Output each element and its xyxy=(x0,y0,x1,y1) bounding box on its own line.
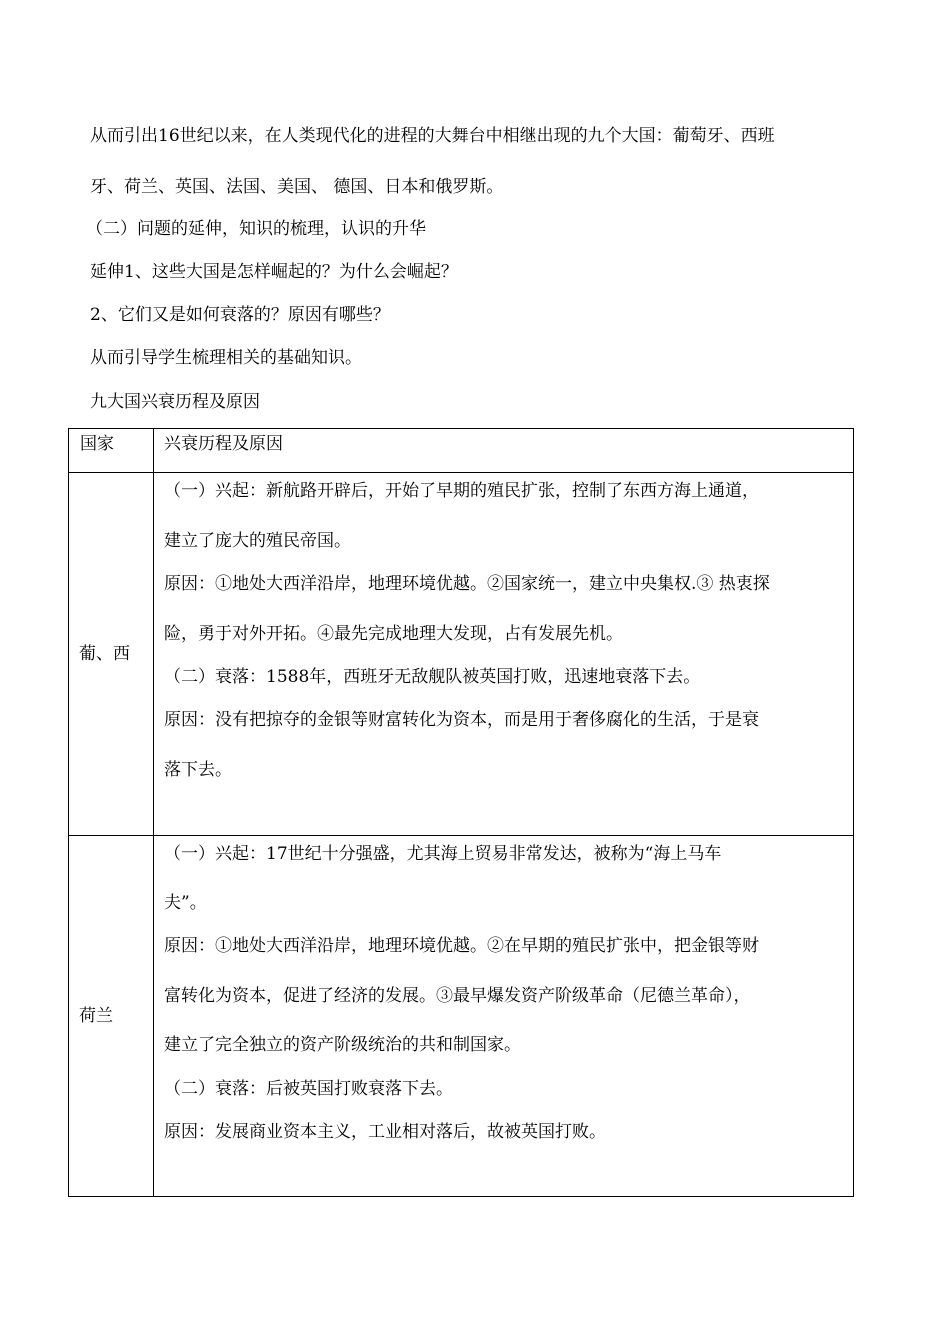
content-line: （二）衰落：后被英国打败衰落下去。 xyxy=(164,1079,453,1099)
header-country-label: 国家 xyxy=(80,434,114,454)
content-line: 夫”。 xyxy=(164,893,207,913)
extension-question-1: 延伸1、这些大国是怎样崛起的？为什么会崛起？ xyxy=(90,262,458,282)
content-line: 原因：发展商业资本主义，工业相对落后，故被英国打败。 xyxy=(164,1122,606,1142)
content-cell xyxy=(154,473,854,836)
content-line: 原因：没有把掠夺的金银等财富转化为资本，而是用于奢侈腐化的生活，于是衰 xyxy=(164,710,759,730)
content-line: 建立了完全独立的资产阶级统治的共和制国家。 xyxy=(164,1035,521,1055)
content-line: 原因：①地处大西洋沿岸，地理环境优越。②国家统一，建立中央集权.③ 热衷探 xyxy=(164,574,770,594)
country-cell xyxy=(69,836,154,1197)
table-row xyxy=(69,836,854,1197)
country-cell xyxy=(69,473,154,836)
country-name: 荷兰 xyxy=(79,1005,113,1026)
country-name: 葡、西 xyxy=(79,643,130,664)
header-content-label: 兴衰历程及原因 xyxy=(164,434,283,454)
table-row xyxy=(69,473,854,836)
table-header-row xyxy=(69,429,854,473)
content-line: （一）兴起：新航路开辟后，开始了早期的殖民扩张，控制了东西方海上通道， xyxy=(164,481,759,501)
intro-line-1: 从而引出16世纪以来，在人类现代化的进程的大舞台中相继出现的九个大国：葡萄牙、西班 xyxy=(90,126,775,146)
header-content xyxy=(154,429,854,473)
header-country xyxy=(69,429,154,473)
rise-fall-table xyxy=(68,428,854,1197)
extension-question-2: 2、它们又是如何衰落的？原因有哪些？ xyxy=(90,305,390,325)
content-line: （二）衰落：1588年，西班牙无敌舰队被英国打败，迅速地衰落下去。 xyxy=(164,667,701,687)
section-heading: （二）问题的延伸，知识的梳理，认识的升华 xyxy=(86,219,426,239)
content-cell xyxy=(154,836,854,1197)
content-line: 富转化为资本，促进了经济的发展。③最早爆发资产阶级革命（尼德兰革命）， xyxy=(164,986,751,1006)
content-line: （一）兴起：17世纪十分强盛，尤其海上贸易非常发达，被称为“海上马车 xyxy=(164,844,722,864)
content-line: 落下去。 xyxy=(164,760,232,780)
content-line: 险，勇于对外开拓。④最先完成地理大发现，占有发展先机。 xyxy=(164,624,623,644)
table-title: 九大国兴衰历程及原因 xyxy=(90,392,260,412)
intro-line-2: 牙、荷兰、英国、法国、美国、 德国、日本和俄罗斯。 xyxy=(90,177,504,197)
content-line: 原因：①地处大西洋沿岸，地理环境优越。②在早期的殖民扩张中，把金银等财 xyxy=(164,936,759,956)
content-line: 建立了庞大的殖民帝国。 xyxy=(164,531,351,551)
guide-text: 从而引导学生梳理相关的基础知识。 xyxy=(90,348,362,368)
